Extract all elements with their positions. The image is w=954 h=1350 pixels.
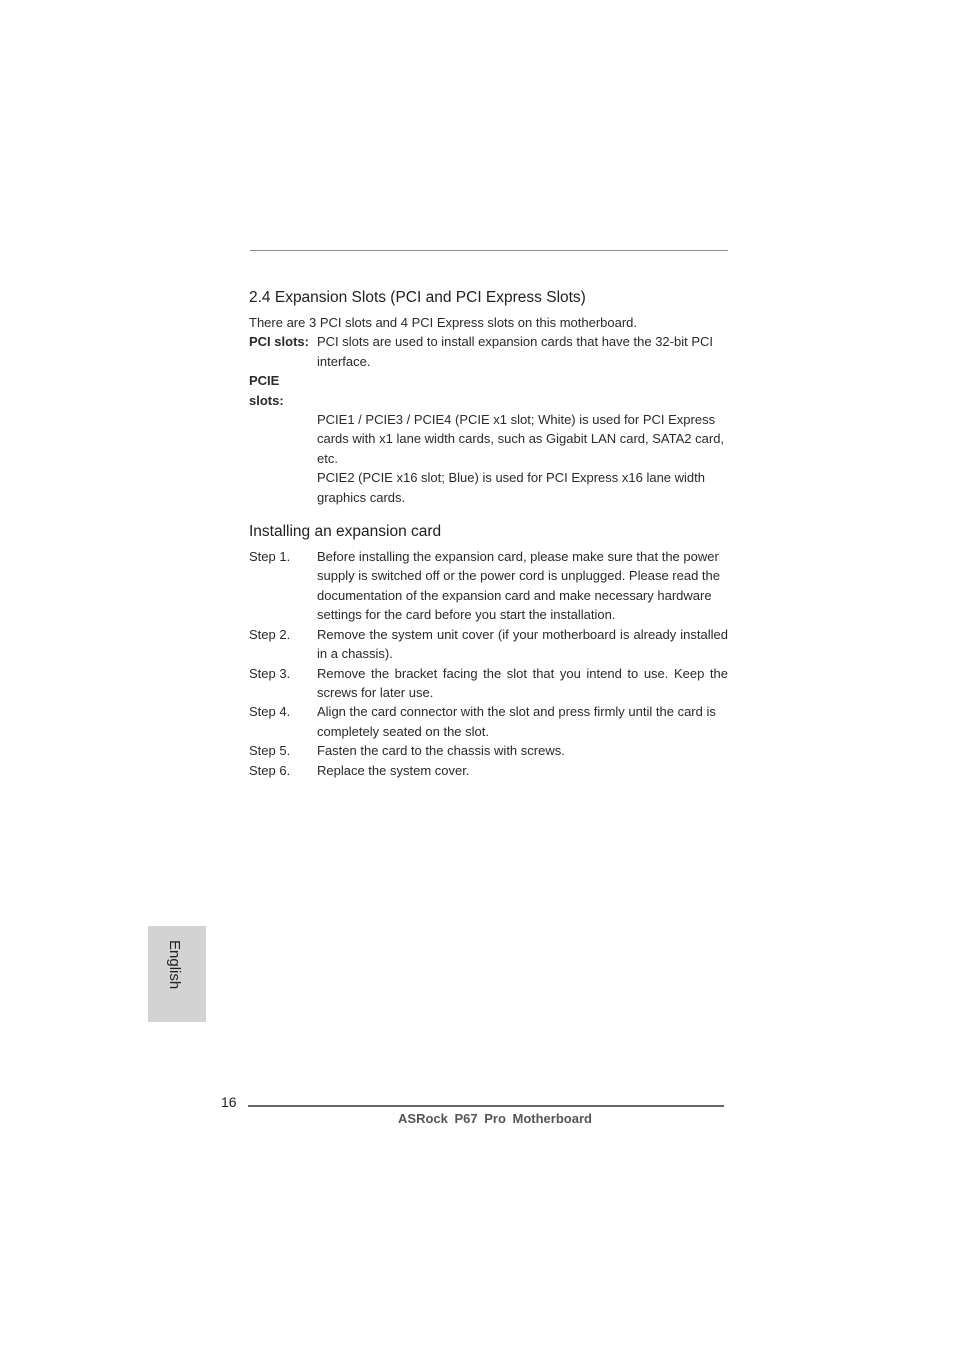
step-label: Step 6. xyxy=(249,762,291,778)
step-label: Step 5. xyxy=(249,743,291,759)
page-content xyxy=(249,282,728,780)
pcie-slots-label: PCIE slots: xyxy=(249,373,284,408)
install-title: Installing an expansion card xyxy=(249,523,442,541)
step-row xyxy=(249,741,728,760)
step-row xyxy=(249,547,728,625)
pcie-item-x1: PCIE1 / PCIE3 / PCIE4 (PCIE x1 slot; White) is used for PCI Express cards with x1 lane width cards, such as Gigabit LAN card, SATA2 card, etc. xyxy=(317,412,725,466)
step-label: Step 4. xyxy=(249,704,291,720)
step-row xyxy=(249,625,728,664)
step-label: Step 1. xyxy=(249,549,291,565)
pcie-slots-row xyxy=(249,371,728,410)
step-row xyxy=(249,664,728,703)
language-label: English xyxy=(166,940,183,990)
section-intro: There are 3 PCI slots and 4 PCI Express slots on this motherboard. xyxy=(249,315,638,330)
footer-product: ASRock P67 Pro Motherboard xyxy=(398,1111,592,1126)
top-divider xyxy=(250,250,728,251)
page-number: 16 xyxy=(221,1094,237,1110)
step-text: Before installing the expansion card, please make sure that the power supply is switched off or the power cord is unplugged. Please read the documentation of the expansion card and make necessary hardware settings for the card before you start the installation. xyxy=(317,549,720,623)
pci-slots-text: PCI slots are used to install expansion cards that have the 32-bit PCI interface. xyxy=(317,334,713,369)
step-row xyxy=(249,761,728,780)
section-title: 2.4 Expansion Slots (PCI and PCI Express Slots) xyxy=(249,289,586,306)
step-label: Step 2. xyxy=(249,626,291,642)
pcie-item-x16: PCIE2 (PCIE x16 slot; Blue) is used for PCI Express x16 lane width graphics cards. xyxy=(317,470,706,505)
step-text: Fasten the card to the chassis with screws. xyxy=(317,743,565,759)
pci-slots-label: PCI slots: xyxy=(249,334,309,350)
step-label: Step 3. xyxy=(249,665,291,681)
step-text: Remove the bracket facing the slot that you intend to use. Keep the screws for later use. xyxy=(317,665,728,700)
step-text: Remove the system unit cover (if your motherboard is already installed in a chassis). xyxy=(317,626,728,662)
pci-slots-row xyxy=(249,332,728,371)
language-tab xyxy=(148,926,206,1022)
footer-divider xyxy=(248,1105,724,1107)
step-text: Align the card connector with the slot and press firmly until the card is completely seated on the slot. xyxy=(317,704,716,739)
step-text: Replace the system cover. xyxy=(317,762,470,778)
step-row xyxy=(249,702,728,741)
